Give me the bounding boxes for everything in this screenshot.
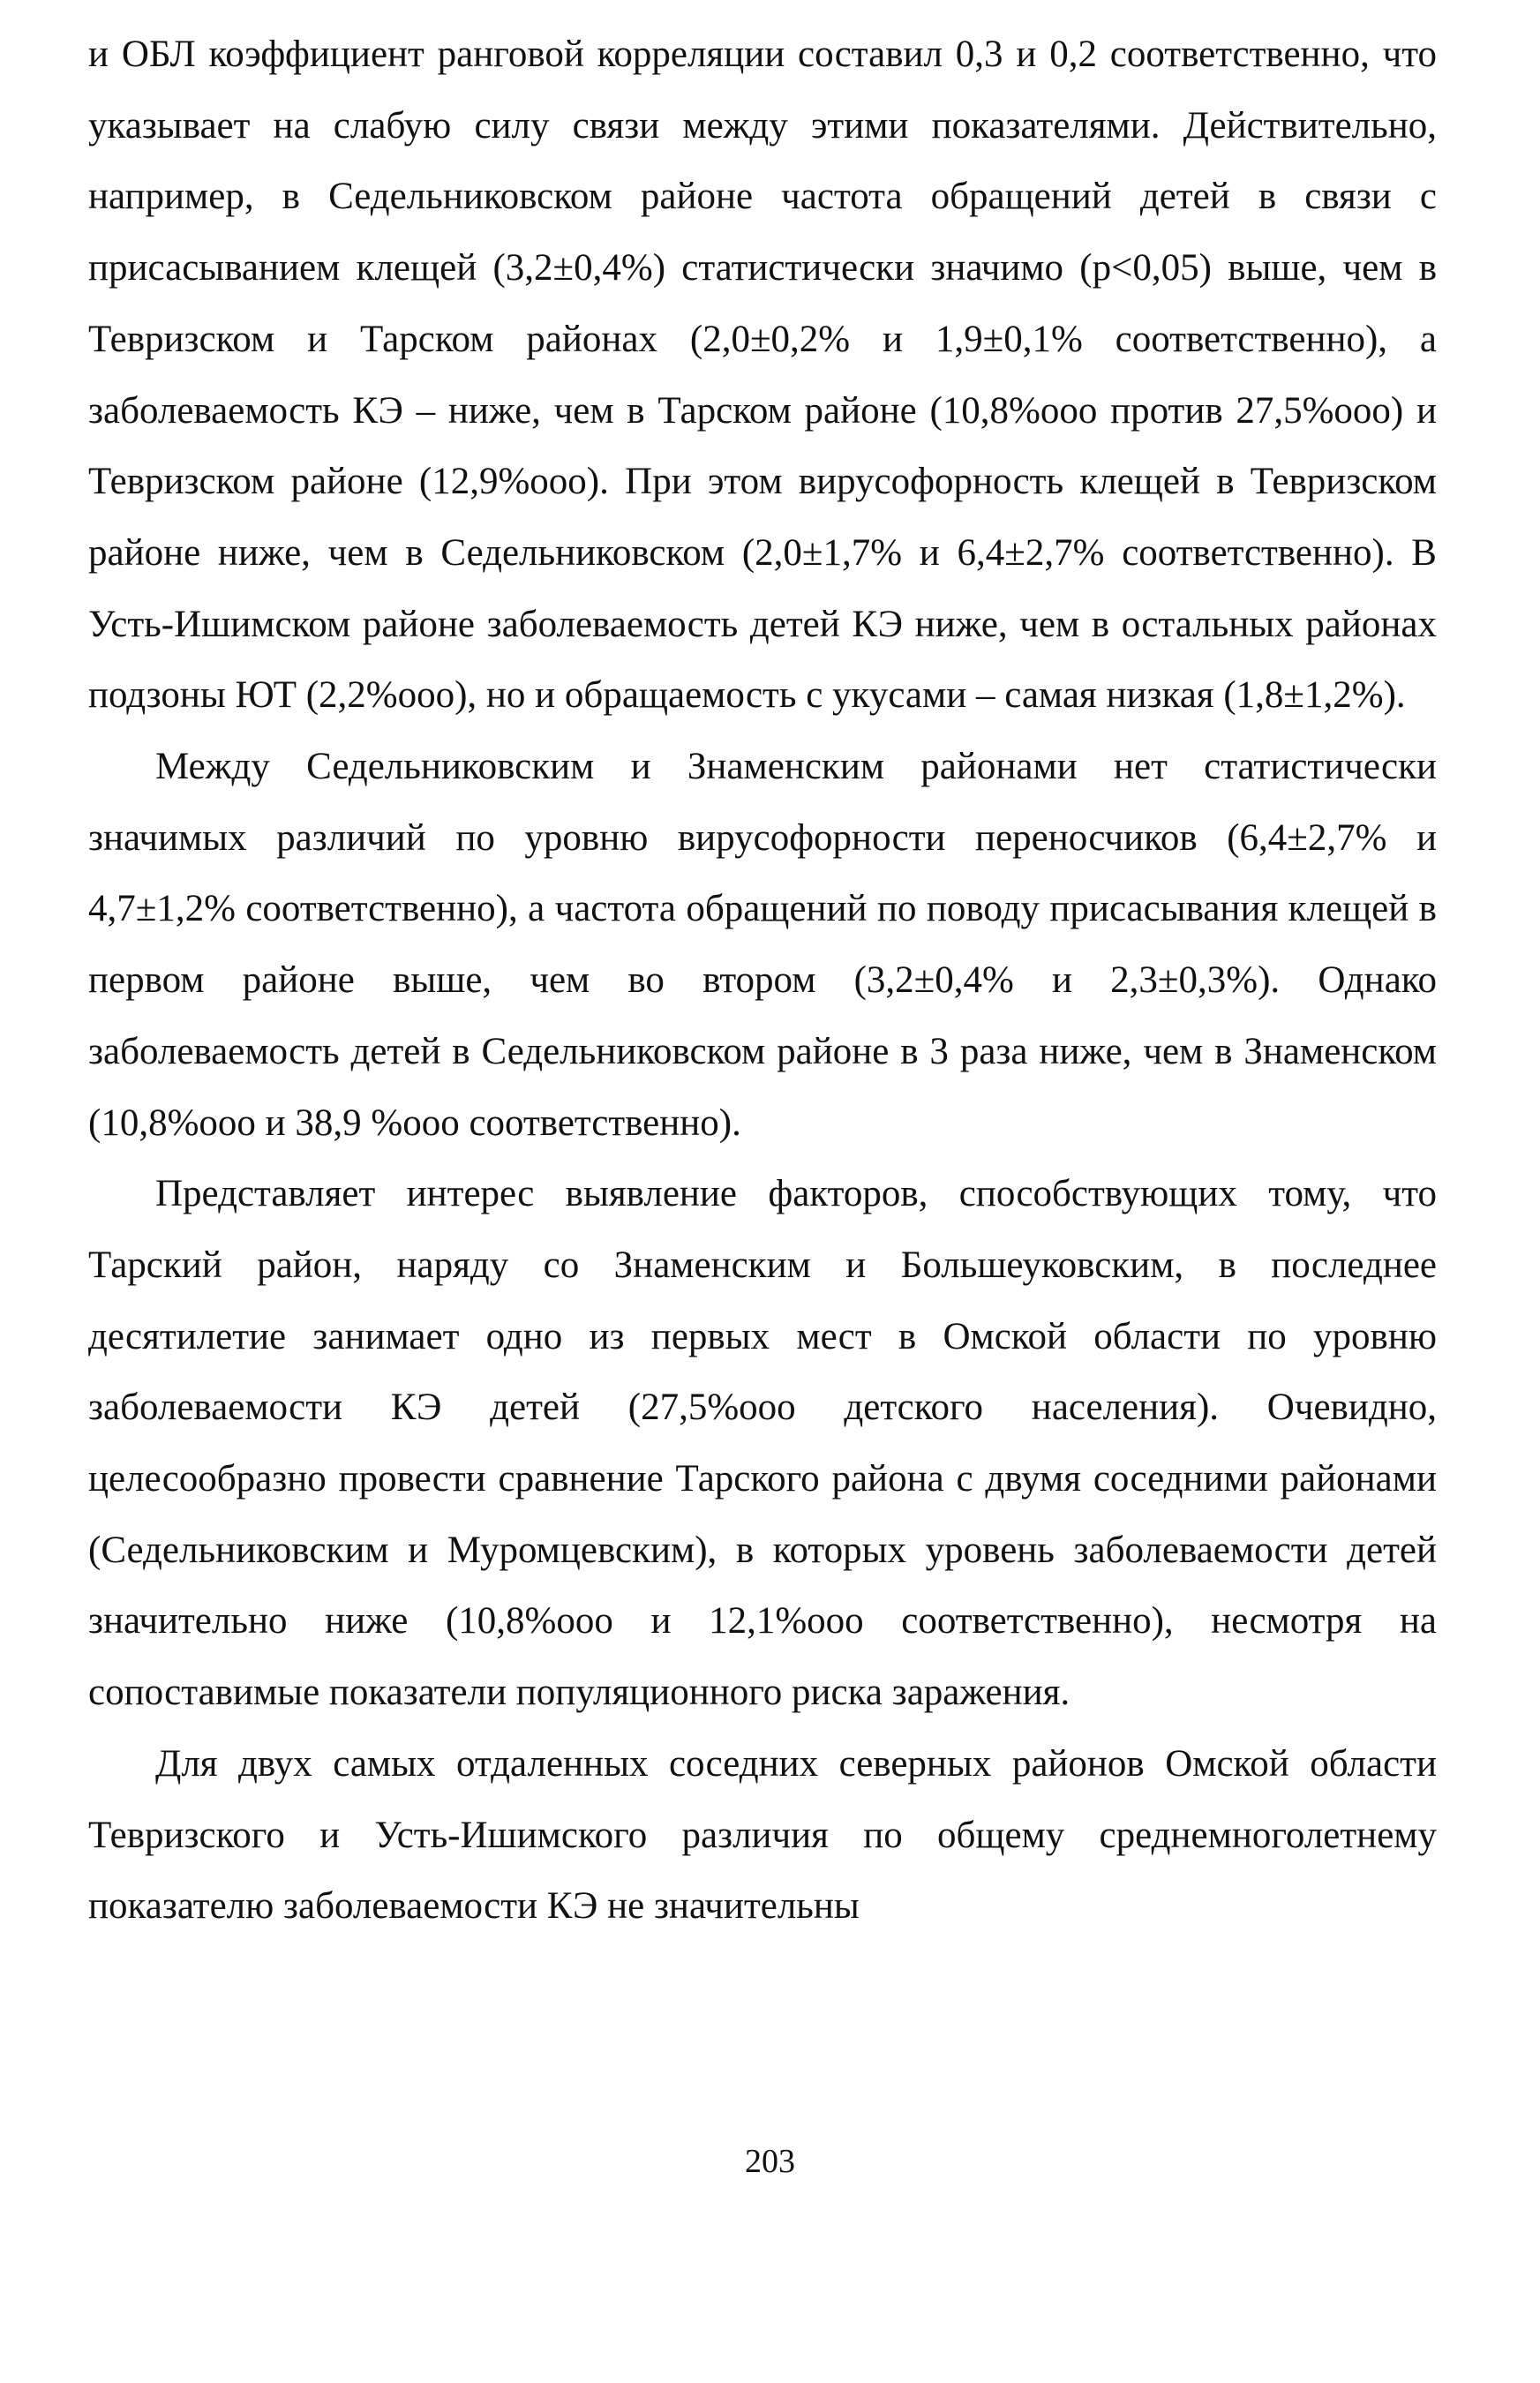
paragraph-1: и ОБЛ коэффициент ранговой корреляции составил 0,3 и 0,2 соответственно, что указывает на слабую силу связи между этими показателями. Действительно, например, в Седельниковском районе частота обращений детей в связи с присасыванием клещей (3,2±0,4%) статистически значимо (p<0,05) выше, чем в Тевризском и Тарском районах (2,0±0,2% и 1,9±0,1% соответственно), а заболеваемость КЭ – ниже, чем в Тарском районе (10,8%ooo против 27,5%ooo) и Тевризском районе (12,9%ooo). При этом вирусофорность клещей в Тевризском районе ниже, чем в Седельниковском (2,0±1,7% и 6,4±2,7% соответственно). В Усть-Ишимском районе заболеваемость детей КЭ ниже, чем в остальных районах подзоны ЮТ (2,2%ooo), но и обращаемость с укусами – самая низкая (1,8±1,2%). <box>88 34 1437 717</box>
paragraph-2: Между Седельниковским и Знаменским районами нет статистически значимых различий по уровню вирусофорности переносчиков (6,4±2,7% и 4,7±1,2% соответственно), а частота обращений по поводу присасывания клещей в первом районе выше, чем во втором (3,2±0,4% и 2,3±0,3%). Однако заболеваемость детей в Седельниковском районе в 3 раза ниже, чем в Знаменском (10,8%ooo и 38,9 %ooo соответственно). <box>88 746 1437 1144</box>
page-number: 203 <box>745 2143 795 2180</box>
body-text <box>88 19 1437 1943</box>
paragraph-3: Представляет интерес выявление факторов, способствующих тому, что Тарский район, наряду со Знаменским и Большеуковским, в последнее десятилетие занимает одно из первых мест в Омской области по уровню заболеваемости КЭ детей (27,5%ooo детского населения). Очевидно, целесообразно провести сравнение Тарского района с двумя соседними районами (Седельниковским и Муромцевским), в которых уровень заболеваемости детей значительно ниже (10,8%ooo и 12,1%ooo соответственно), несмотря на сопоставимые показатели популяционного риска заражения. <box>88 1173 1437 1714</box>
paragraph-4: Для двух самых отдаленных соседних северных районов Омской области Тевризского и Усть-Ишимского различия по общему среднемноголетнему показателю заболеваемости КЭ не значительны <box>88 1742 1437 1928</box>
